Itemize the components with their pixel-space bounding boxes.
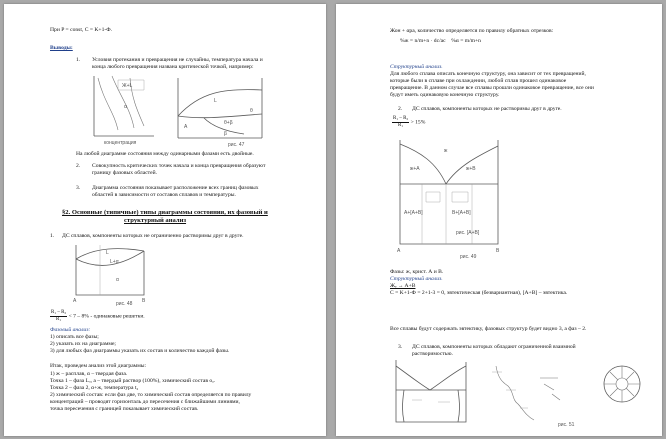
sketch-1-label-2: A <box>184 124 188 130</box>
eutectic-line: C = K+1-Ф = 2+1-3 = 0, эвтектическая (безвариантная), [A+B] – эвтектика. <box>390 290 568 296</box>
phase-diagram-sketch-2 <box>70 241 152 307</box>
sketch-3-label-4: B+[A+B] <box>452 210 471 216</box>
sketch-2-label-3: A <box>73 298 77 304</box>
sketch-1-label-5: θ <box>250 108 253 114</box>
sketch-1-label-6: β <box>224 131 227 137</box>
sketch-2-label-2: α <box>116 277 119 283</box>
sketch-1-label-1: α <box>124 104 127 110</box>
struct-line-4: будут иметь одинаковую конечную структуру. <box>390 92 500 98</box>
sketch-1-label-0: Ж+L <box>122 83 133 89</box>
formula-2 <box>392 116 425 128</box>
conclusions-heading: Выводы: <box>50 45 73 51</box>
final-intro: Итак, проведем анализ этой диаграммы: <box>50 363 147 369</box>
item3-line1: Диаграмма состояния показывает расположение всех границ фазовых <box>92 185 259 191</box>
sketch-3-label-6: B <box>496 248 500 254</box>
formula-2-tail: > 15% <box>410 119 426 126</box>
sketch-5-drawing <box>488 360 588 430</box>
sketch-3-label-7: рис. [A+B] <box>456 230 480 236</box>
phase-diagram-sketch-3 <box>392 132 512 260</box>
sketch-3-label-0: ж <box>444 148 448 154</box>
list2-number: 2. <box>398 106 403 112</box>
struct-line-1: Для любого сплава описать конечную структуру, она зависит от тех превращений, <box>390 71 586 77</box>
struct-heading: Структурный анализ. <box>390 64 443 70</box>
formula-2-fraction <box>392 116 409 128</box>
pa-item-1: 1) описать все фазы; <box>50 334 99 340</box>
phase-line: Фазы: ж, крист. А и В. <box>390 269 444 275</box>
eutectic-title: Жₑ → A+B <box>390 283 416 289</box>
item3-number: 3. <box>76 185 81 191</box>
formula-1-tail: < 7 – 8% - одинаковые решетки. <box>68 313 145 320</box>
phase-diagram-sketch-1 <box>74 72 274 148</box>
final-item-1: 1) ж – расплав, α – твердая фаза. <box>50 371 128 377</box>
top-formula-part-4: m/m+n <box>464 38 481 44</box>
item3-line2: областей в зависимости от составов сплавов и температуры. <box>92 192 236 198</box>
sketch-6-drawing <box>598 362 648 408</box>
sketch-3-label-2: ж+B <box>466 166 476 172</box>
grain-structure-sketch <box>598 362 648 408</box>
final-item-4: 2) химический состав: если фаз две, то химический состав определяется по правилу <box>50 392 252 398</box>
item2-line2: границу фазовых областей. <box>92 170 158 176</box>
fig3-caption: рис. 49 <box>460 254 477 260</box>
top-formula-part-3: %α = <box>451 38 464 44</box>
fig1-caption: рис. 47 <box>228 142 245 148</box>
sketch-1-label-7: концентрация <box>104 140 137 146</box>
list1-text: ДС сплавов, компоненты которых не ограниченно растворимы друг в друге. <box>62 233 244 239</box>
sketch-2-label-1: L+α <box>110 259 119 265</box>
sketch-2-drawing <box>70 241 152 307</box>
item1-line1: Условия протекания и превращения не случайны, температура начала и <box>92 57 263 63</box>
sketch-3-label-3: A+[A+B] <box>404 210 423 216</box>
sketch-3-label-1: ж+A <box>410 166 420 172</box>
sketch-3-label-5: A <box>397 248 401 254</box>
item1-number: 1. <box>76 57 81 63</box>
list3-number: 3. <box>398 344 403 350</box>
pa-item-2: 2) указать их на диаграмме; <box>50 341 116 347</box>
formula-1 <box>50 310 145 322</box>
formula-1-fraction <box>50 310 67 322</box>
document-page-right <box>336 4 662 436</box>
final-item-3: Точка 2 – фаза 2, α+ж, температура t₂ <box>50 385 139 391</box>
formula-2-denominator: R₁ <box>398 122 404 128</box>
fig4-caption: рис. 51 <box>558 422 575 428</box>
cooling-curve-sketch <box>488 360 588 430</box>
final-item-5: концентраций – проводят горизонталь до пересечения с ближайшими линиями, <box>50 399 240 405</box>
sketch-1-label-3: L <box>214 98 217 104</box>
top-formula-part-1: %ж = <box>400 38 414 44</box>
struct-line-3: превращение. В данном случае все сплавы прошли одинаковое превращение, все они <box>390 85 594 91</box>
sketch-2-label-0: L <box>106 250 109 256</box>
top-line: Жон + αрa, количество определяется по правилу обратных отрезков: <box>390 28 554 34</box>
note-line: На любой диаграмме состояния между одинарными фазами есть двойные. <box>76 151 254 157</box>
final-item-2: Точка 1 – фаза Lₒ, а – твердый раствор (100%), химический состав оₐ. <box>50 378 216 384</box>
phase-diagram-sketch-4 <box>390 356 472 430</box>
sketch-3-drawing <box>392 132 512 260</box>
section-heading-line2: структурный анализ <box>124 217 187 224</box>
item2-line1: Совокупность критических точек начала и конца превращения образуют <box>92 163 266 169</box>
top-formula <box>400 38 481 45</box>
sketch-4-drawing <box>390 356 472 430</box>
phase-analysis-heading: Фазовый анализ: <box>50 327 91 333</box>
sketch-1-drawing <box>74 72 274 148</box>
item2-number: 2. <box>76 163 81 169</box>
formula-2-numerator: R₁ – R₂ <box>393 116 409 121</box>
final-item-6: точка пересечения с границей показывает химический состав. <box>50 406 199 412</box>
struct-heading-2: Структурный анализ. <box>390 276 443 282</box>
pa-item-3: 3) для любых фаз диаграммы указать их состав и количество каждой фазы. <box>50 348 230 354</box>
sketch-2-label-4: B <box>142 298 146 304</box>
list1-number: 1. <box>50 233 55 239</box>
formula-1-denominator: R₁ <box>56 316 62 322</box>
list3-line1: ДС сплавов, компоненты которых обладают ограниченной взаимной <box>412 344 576 350</box>
top-formula-part-2: n/m+n · dc/ac <box>414 38 446 44</box>
fig2-caption: рис. 48 <box>116 301 133 307</box>
item1-line2: конца любого превращения названа критической точкой, например: <box>92 64 254 70</box>
document-page-left <box>4 4 326 436</box>
list2-text: ДС сплавов, компоненты которых не растворимы друг в друге. <box>412 106 562 112</box>
list3-line2: растворимостью. <box>412 351 453 357</box>
intro-line: При P = const, C = K+1-Ф. <box>50 27 113 33</box>
sketch-1-label-4: θ+β <box>224 120 233 126</box>
summary-line: Все сплавы будут содержать эвтектику, фазовых структур будет видно 3, а фаз – 2. <box>390 326 587 332</box>
section-heading-line1: §2. Основные (типичные) типы диаграммы состояния, их фазовый и <box>62 209 268 216</box>
formula-1-numerator: R₁ – R₂ <box>51 310 67 315</box>
struct-line-2: которые были в сплаве при охлаждении, любой сплав прошел одинаковое <box>390 78 567 84</box>
